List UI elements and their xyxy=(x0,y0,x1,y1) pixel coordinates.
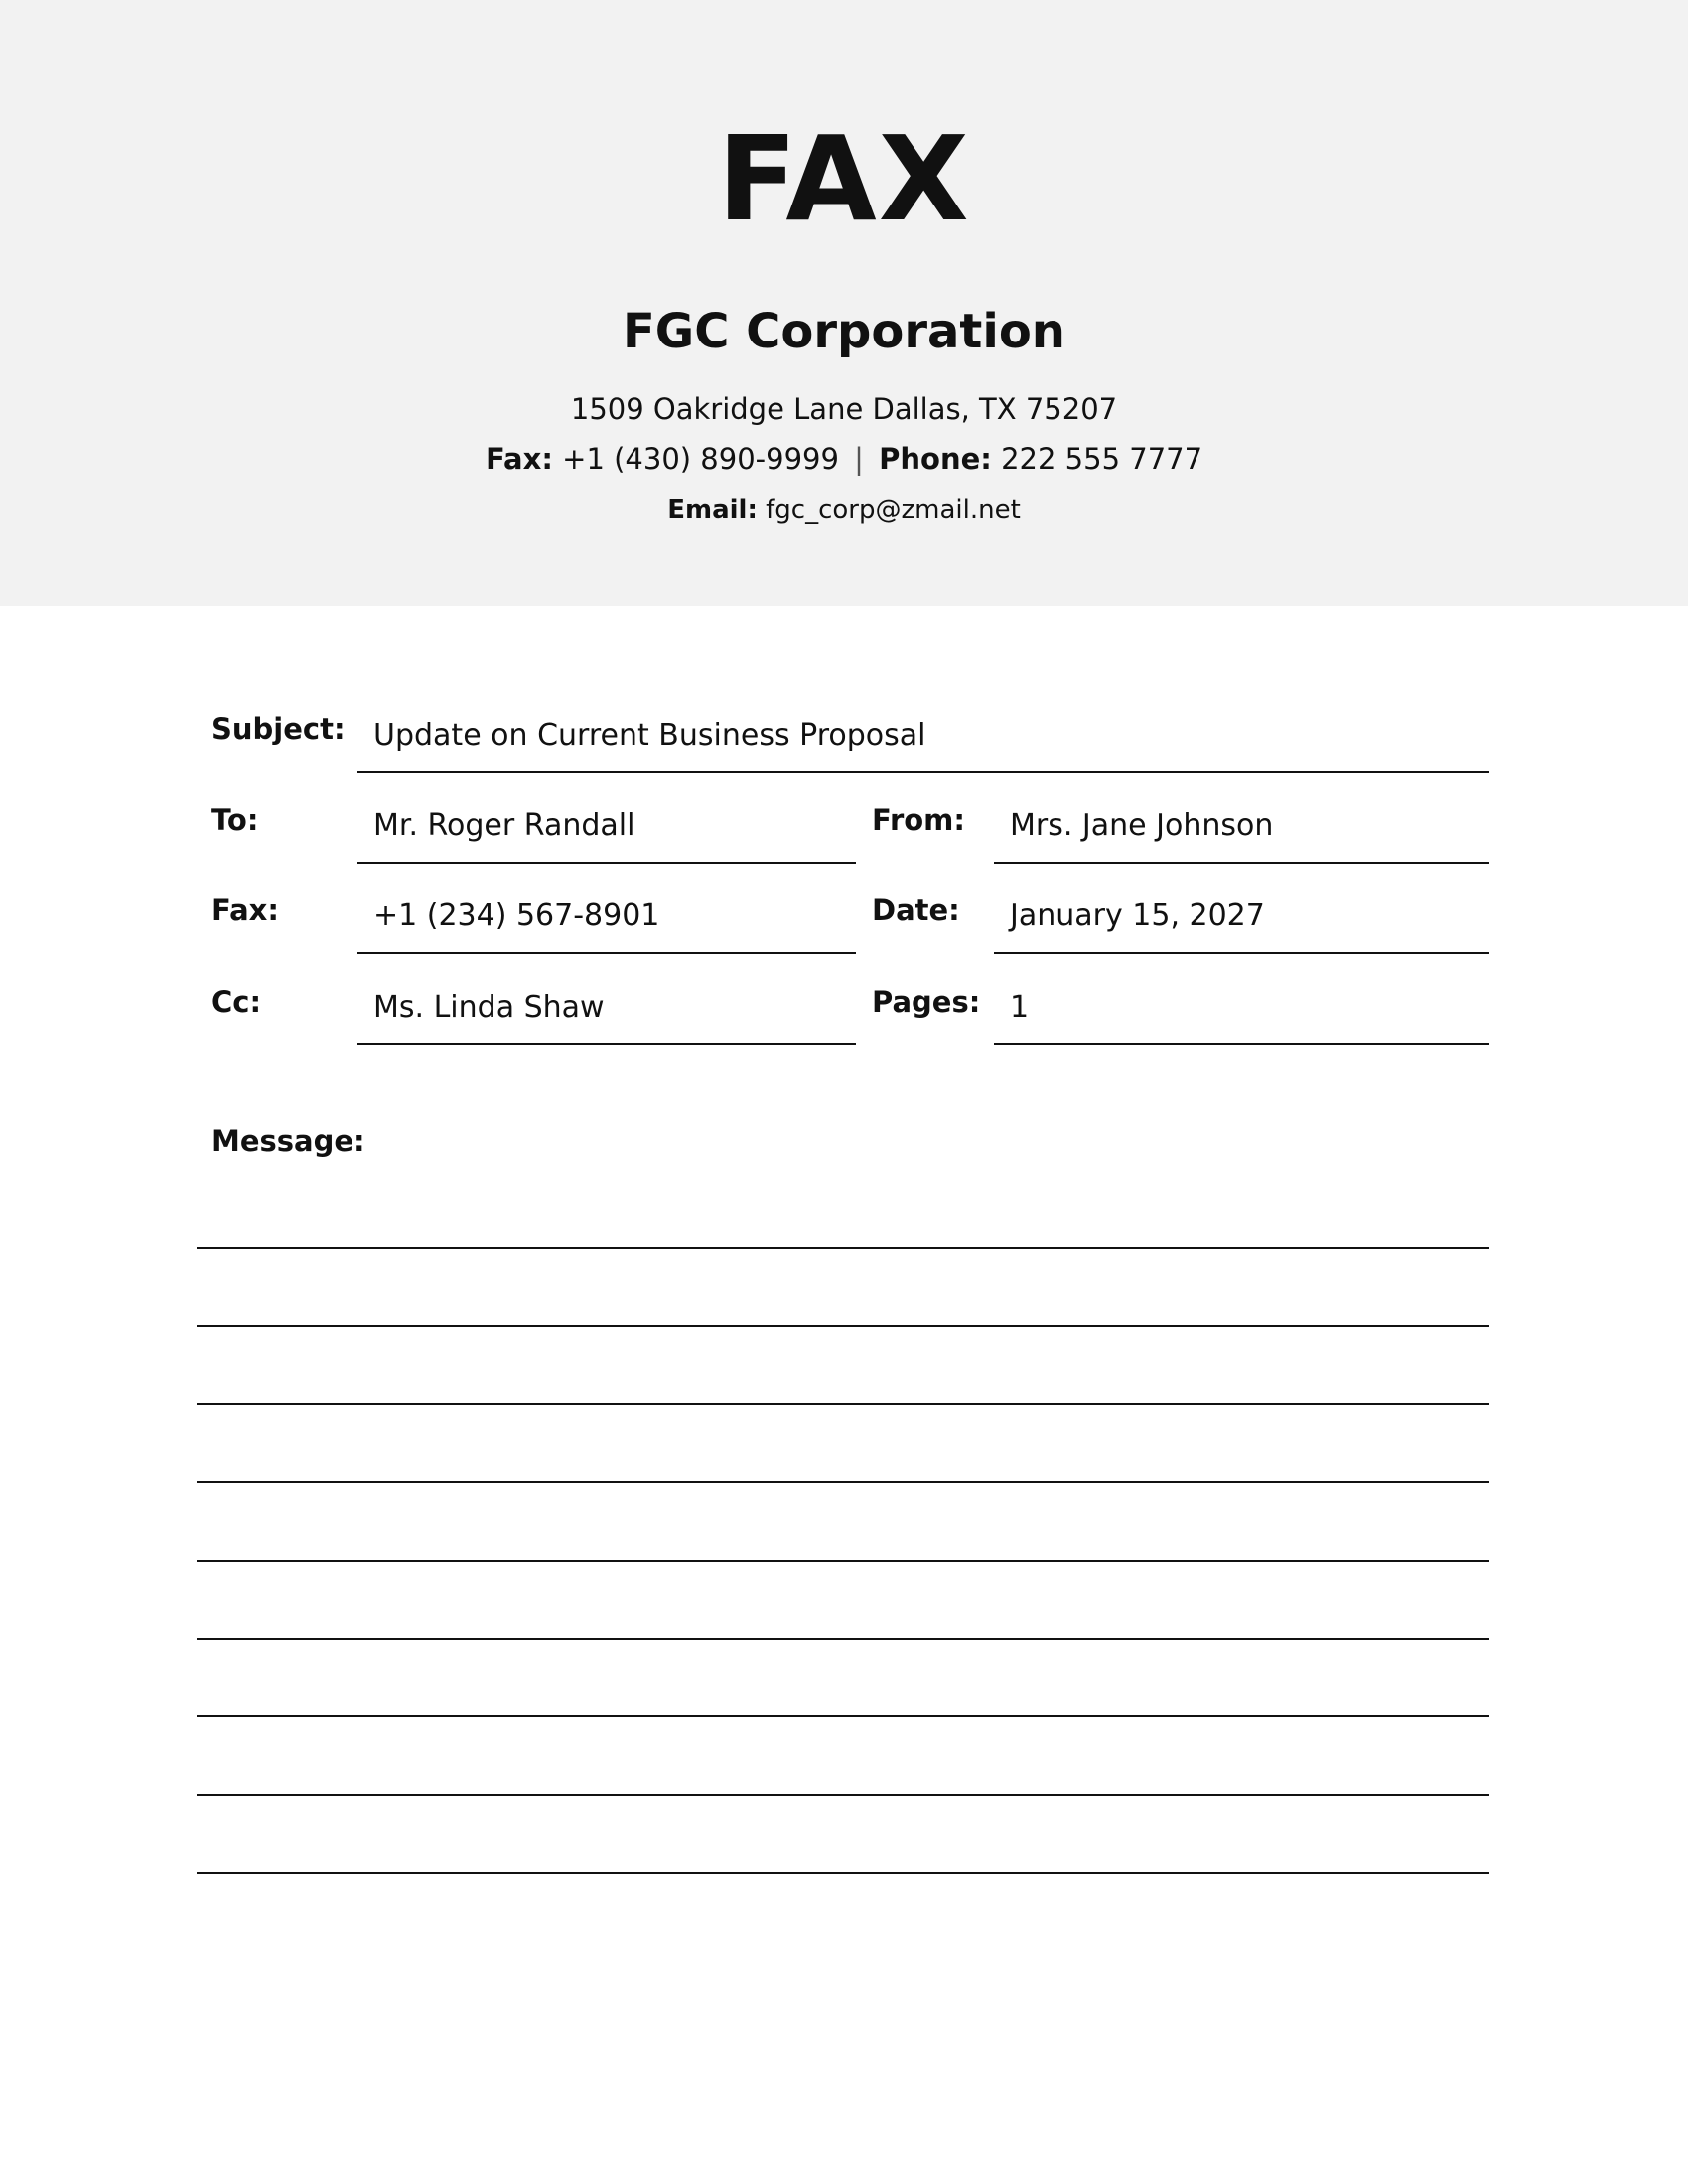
subject-value: Update on Current Business Proposal xyxy=(373,718,926,752)
company-name: FGC Corporation xyxy=(623,304,1065,359)
message-line xyxy=(197,1794,1489,1796)
message-line xyxy=(197,1247,1489,1249)
from-value: Mrs. Jane Johnson xyxy=(1010,808,1274,843)
recipient-fax-value: +1 (234) 567-8901 xyxy=(373,898,660,933)
cc-value: Ms. Linda Shaw xyxy=(373,990,605,1024)
to-label: To: xyxy=(211,803,259,837)
letterhead xyxy=(0,0,1688,606)
cc-label: Cc: xyxy=(211,985,262,1019)
fax-title: FAX xyxy=(717,110,971,247)
from-label: From: xyxy=(872,803,965,837)
message-line xyxy=(197,1560,1489,1562)
company-address: 1509 Oakridge Lane Dallas, TX 75207 xyxy=(570,392,1118,426)
fax-label: Fax: xyxy=(485,442,553,476)
date-value: January 15, 2027 xyxy=(1010,898,1265,933)
date-label: Date: xyxy=(872,893,960,927)
phone-number: 222 555 7777 xyxy=(1001,442,1203,476)
to-field[interactable] xyxy=(357,806,856,864)
message-line xyxy=(197,1403,1489,1405)
email-address: fgc_corp@zmail.net xyxy=(766,495,1021,525)
email-label: Email: xyxy=(667,495,758,525)
message-line xyxy=(197,1872,1489,1874)
subject-label: Subject: xyxy=(211,712,346,746)
to-value: Mr. Roger Randall xyxy=(373,808,635,843)
recipient-fax-label: Fax: xyxy=(211,893,279,927)
message-line xyxy=(197,1481,1489,1483)
phone-label: Phone: xyxy=(879,442,992,476)
cc-field[interactable] xyxy=(357,988,856,1045)
from-field[interactable] xyxy=(994,806,1489,864)
separator: | xyxy=(854,442,864,476)
message-line xyxy=(197,1638,1489,1640)
subject-field[interactable] xyxy=(357,716,1489,773)
pages-field[interactable] xyxy=(994,988,1489,1045)
message-label: Message: xyxy=(211,1124,365,1158)
message-line xyxy=(197,1325,1489,1327)
fax-number: +1 (430) 890-9999 xyxy=(562,442,839,476)
recipient-fax-field[interactable] xyxy=(357,896,856,954)
date-field[interactable] xyxy=(994,896,1489,954)
email-line xyxy=(0,492,1688,528)
pages-value: 1 xyxy=(1010,990,1030,1024)
message-line xyxy=(197,1715,1489,1717)
contact-line xyxy=(0,439,1688,478)
pages-label: Pages: xyxy=(872,985,981,1019)
